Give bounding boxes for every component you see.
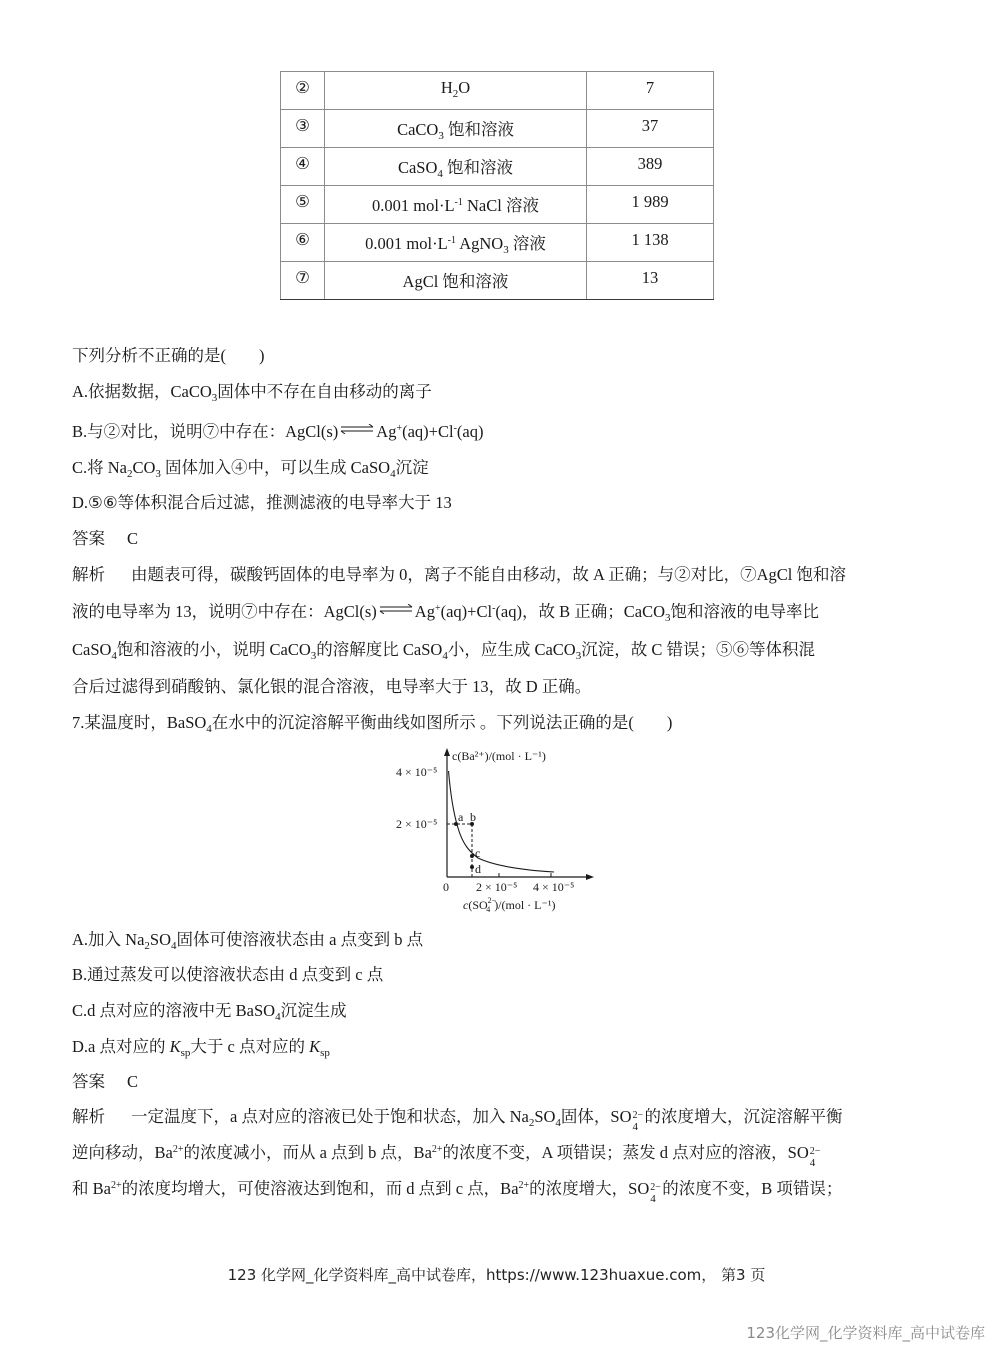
q7-option-d: D.a 点对应的 $K_{sp}$大于 c 点对应的 $K_{sp}$ bbox=[72, 1037, 330, 1059]
page-footer: 123 化学网_化学资料库_高中试卷库，https://www.123huaxue.com， 第3 页 bbox=[227, 1266, 766, 1284]
point-c-label: c bbox=[475, 846, 481, 860]
q6-option-d: D.⑤⑥等体积混合后过滤，推测滤液的电导率大于 13 bbox=[72, 493, 452, 512]
row-number: ② bbox=[281, 72, 325, 110]
value-cell: 1 138 bbox=[587, 224, 714, 262]
q6-analysis-line-2: 液的电导率为 13，说明⑦中存在：AgCl(s) Ag+(aq)+Cl-(aq)，故 B 正确；CaCO$_3$饱和溶液的电导率比 bbox=[72, 602, 820, 624]
x-tick-2: 2 × 10⁻⁵ bbox=[476, 880, 518, 894]
table-row bbox=[281, 148, 714, 186]
table-row bbox=[281, 224, 714, 262]
value-cell: 1 989 bbox=[587, 186, 714, 224]
row-number: ⑥ bbox=[281, 224, 325, 262]
point-d bbox=[470, 865, 474, 869]
x-tick-0: 0 bbox=[443, 880, 449, 894]
row-number: ③ bbox=[281, 110, 325, 148]
q6-answer: 答案 C bbox=[72, 529, 139, 548]
q6-analysis-line-3: CaSO$_4$饱和溶液的小，说明 CaCO$_3$的溶解度比 CaSO$_4$小，应生成 CaCO$_3$沉淀，故 C 错误；⑤⑥等体积混 bbox=[72, 640, 815, 662]
point-d-label: d bbox=[475, 862, 481, 876]
y-tick-4: 4 × 10⁻⁵ bbox=[396, 765, 438, 779]
q7-option-c: C.d 点对应的溶液中无 BaSO$_4$沉淀生成 bbox=[72, 1001, 347, 1023]
value-cell: 37 bbox=[587, 110, 714, 148]
equilibrium-curve bbox=[449, 771, 555, 872]
solubility-equilibrium-chart bbox=[390, 740, 620, 920]
q7-analysis-line-3: 和 $Ba^{2+}$的浓度均增大，可使溶液达到饱和，而 d 点到 c 点，$Ba^{2+}$的浓度增大，SO 2− 4 的浓度不变，B 项错误； bbox=[72, 1179, 843, 1206]
q6-stem: 下列分析不正确的是( ) bbox=[72, 346, 265, 365]
row-number: ⑦ bbox=[281, 262, 325, 300]
q6-option-b: B.与②对比，说明⑦中存在：AgCl(s) Ag+(aq)+Cl-(aq) bbox=[72, 422, 484, 441]
q7-option-b: B.通过蒸发可以使溶液状态由 d 点变到 c 点 bbox=[72, 965, 384, 984]
point-b-label: b bbox=[470, 810, 476, 824]
substance-cell: 0.001 $mol\cdot L^{-1}$ NaCl 溶液 bbox=[325, 186, 587, 224]
table-row bbox=[281, 72, 714, 110]
q6-analysis-line-4: 合后过滤得到硝酸钠、氯化银的混合溶液，电导率大于 13，故 D 正确。 bbox=[72, 677, 592, 696]
substance-cell: $H_2O$ bbox=[325, 72, 587, 110]
y-axis-label: c(Ba²⁺)/(mol · L⁻¹) bbox=[452, 749, 546, 763]
q6-analysis-line-1: 解析 由题表可得，碳酸钙固体的电导率为 0，离子不能自由移动，故 A 正确；与②对比，⑦AgCl 饱和溶 bbox=[72, 565, 847, 584]
q6-option-a: A.依据数据，CaCO$_3$固体中不存在自由移动的离子 bbox=[72, 382, 432, 404]
x-tick-4: 4 × 10⁻⁵ bbox=[533, 880, 575, 894]
q7-option-a: A.加入 $Na_2SO_4$固体可使溶液状态由 a 点变到 b 点 bbox=[72, 930, 424, 952]
q7-answer: 答案 C bbox=[72, 1072, 139, 1091]
table-row bbox=[281, 186, 714, 224]
equilibrium-arrow-icon bbox=[340, 424, 374, 434]
q7-analysis-line-2: 逆向移动，$Ba^{2+}$的浓度减小，而从 a 点到 b 点，$Ba^{2+}$的浓度不变，A 项错误；蒸发 d 点对应的溶液，SO 2− 4 bbox=[72, 1143, 821, 1170]
row-number: ④ bbox=[281, 148, 325, 186]
equilibrium-arrow-icon bbox=[379, 604, 413, 614]
conductivity-table bbox=[280, 71, 714, 300]
table-row bbox=[281, 110, 714, 148]
row-number: ⑤ bbox=[281, 186, 325, 224]
point-a-label: a bbox=[458, 810, 464, 824]
y-tick-2: 2 × 10⁻⁵ bbox=[396, 817, 438, 831]
y-axis-arrow-icon bbox=[444, 748, 450, 756]
substance-cell: 0.001 $mol\cdot L^{-1}$ AgNO$_3$ 溶液 bbox=[325, 224, 587, 262]
q6-option-c: C.将 $Na_2CO_3$ 固体加入④中，可以生成 CaSO$_4$沉淀 bbox=[72, 458, 429, 480]
value-cell: 13 bbox=[587, 262, 714, 300]
q7-analysis-line-1: 解析 一定温度下，a 点对应的溶液已处于饱和状态，加入 $Na_2SO_4$固体，SO 2− 4 的浓度增大，沉淀溶解平衡 bbox=[72, 1107, 843, 1134]
watermark: 123化学网_化学资料库_高中试卷库 bbox=[746, 1324, 985, 1342]
point-c bbox=[470, 854, 474, 858]
value-cell: 389 bbox=[587, 148, 714, 186]
x-axis-arrow-icon bbox=[586, 874, 594, 880]
x-axis-label: $c(SO^{2-}$ 4 )/(mol · L⁻¹) bbox=[463, 896, 556, 914]
substance-cell: CaCO$_3$ 饱和溶液 bbox=[325, 110, 587, 148]
substance-cell: CaSO$_4$ 饱和溶液 bbox=[325, 148, 587, 186]
substance-cell: AgCl 饱和溶液 bbox=[325, 262, 587, 300]
value-cell: 7 bbox=[587, 72, 714, 110]
q7-stem: 7.某温度时，BaSO$_4$在水中的沉淀溶解平衡曲线如图所示 。下列说法正确的是( ) bbox=[72, 713, 673, 735]
table-row bbox=[281, 262, 714, 300]
